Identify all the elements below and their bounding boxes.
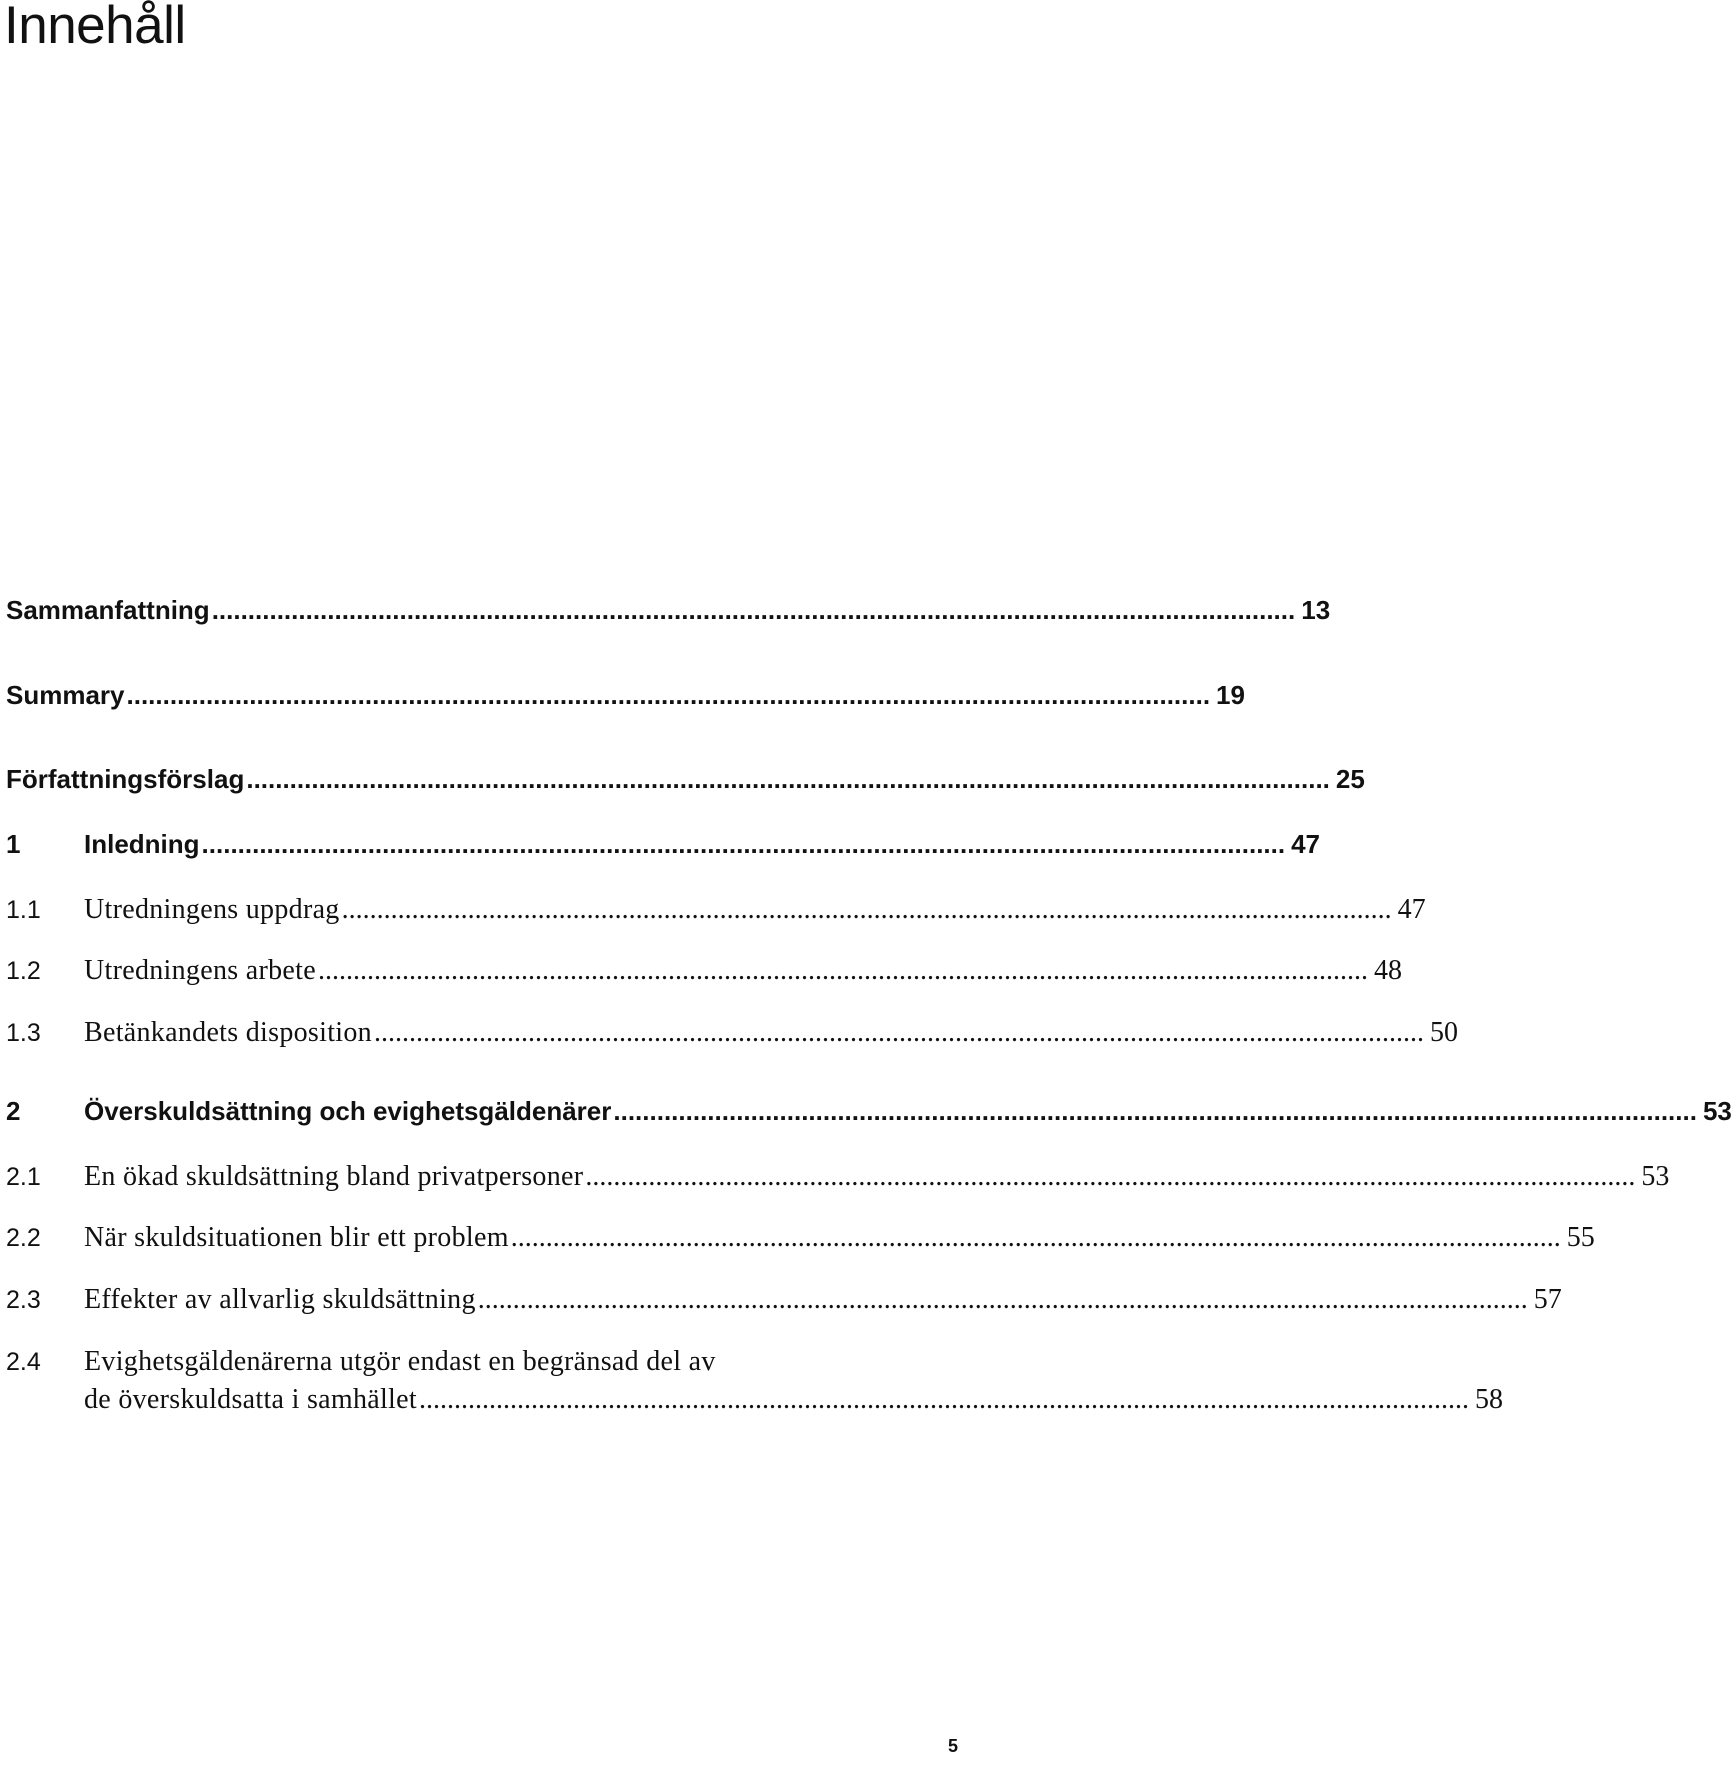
toc-entry[interactable] [6, 1160, 1670, 1194]
toc-entry-title: Författningsförslag [6, 764, 245, 794]
toc-entry[interactable] [6, 827, 1321, 861]
page-title: Innehåll [4, 0, 186, 55]
toc-entry-page: 55 [1566, 1222, 1595, 1253]
toc-entry-number: 2.3 [6, 1286, 41, 1314]
dot-leader: ...................................................................................................................................................... [613, 1096, 1697, 1126]
toc-entry-title: Sammanfattning [6, 595, 210, 625]
toc-entry[interactable] [6, 1016, 1458, 1050]
toc-entry[interactable] [6, 593, 1331, 627]
dot-leader: ...................................................................................................................................................... [418, 1384, 1469, 1415]
toc-entry-page: 57 [1533, 1284, 1562, 1315]
page-number: 5 [947, 1736, 958, 1756]
toc-entry-page: 19 [1216, 680, 1245, 710]
toc-entry-number: 2 [6, 1096, 21, 1126]
dot-leader: ...................................................................................................................................................... [477, 1284, 1528, 1315]
toc-entry-page: 47 [1291, 829, 1321, 859]
toc-entry-title: de överskuldsatta i samhället [84, 1384, 417, 1415]
toc-entry-page: 48 [1373, 955, 1402, 986]
toc-entry-number: 1 [6, 829, 21, 859]
toc-entry-title: Effekter av allvarlig skuldsättning [84, 1284, 476, 1315]
toc-entry-title: Summary [6, 680, 125, 710]
toc-entry[interactable] [6, 678, 1245, 712]
toc-entry-number: 1.1 [6, 896, 41, 924]
toc-entry-page: 50 [1429, 1017, 1458, 1048]
toc-entry-number: 2.2 [6, 1224, 41, 1252]
dot-leader: ...................................................................................................................................................... [201, 829, 1286, 859]
toc-entry-title: Utredningens uppdrag [84, 894, 340, 925]
toc-entry-title: Betänkandets disposition [84, 1017, 372, 1048]
toc-entry-page: 58 [1474, 1384, 1503, 1415]
dot-leader: ...................................................................................................................................................... [341, 894, 1392, 925]
toc-entry-title: Inledning [84, 829, 200, 859]
dot-leader: ...................................................................................................................................................... [510, 1222, 1561, 1253]
dot-leader: ...................................................................................................................................................... [126, 680, 1211, 710]
toc-entry-title: En ökad skuldsättning bland privatpersoner [84, 1161, 584, 1192]
toc-entry-title: Överskuldsättning och evighetsgäldenärer [84, 1096, 612, 1126]
dot-leader: ...................................................................................................................................................... [317, 955, 1368, 986]
dot-leader: ...................................................................................................................................................... [211, 595, 1296, 625]
toc-entry-page: 25 [1335, 764, 1365, 794]
toc-entry-continuation[interactable] [84, 1383, 1503, 1417]
toc-entry[interactable] [6, 1283, 1562, 1317]
toc-entry-title: När skuldsituationen blir ett problem [84, 1222, 509, 1253]
toc-entry-page: 53 [1702, 1096, 1732, 1126]
toc-entry-page: 53 [1641, 1161, 1670, 1192]
toc-entry-title-line1: Evighetsgäldenärerna utgör endast en begränsad del av [84, 1346, 716, 1377]
dot-leader: ...................................................................................................................................................... [585, 1161, 1636, 1192]
toc-entry[interactable] [6, 954, 1402, 988]
toc-entry-number: 2.1 [6, 1163, 41, 1191]
toc-entry-page: 47 [1397, 894, 1426, 925]
toc-entry[interactable] [6, 762, 1365, 796]
dot-leader: ...................................................................................................................................................... [373, 1017, 1424, 1048]
toc-entry-number: 1.3 [6, 1019, 41, 1047]
toc-entry-number: 2.4 [6, 1348, 41, 1376]
dot-leader: ...................................................................................................................................................... [246, 764, 1330, 794]
toc-entry-page: 13 [1301, 595, 1331, 625]
toc-entry[interactable] [6, 1221, 1595, 1255]
toc-entry[interactable] [6, 893, 1426, 927]
toc-entry-number: 1.2 [6, 957, 41, 985]
toc-entry[interactable] [6, 1094, 1732, 1128]
toc-entry-title: Utredningens arbete [84, 955, 316, 986]
